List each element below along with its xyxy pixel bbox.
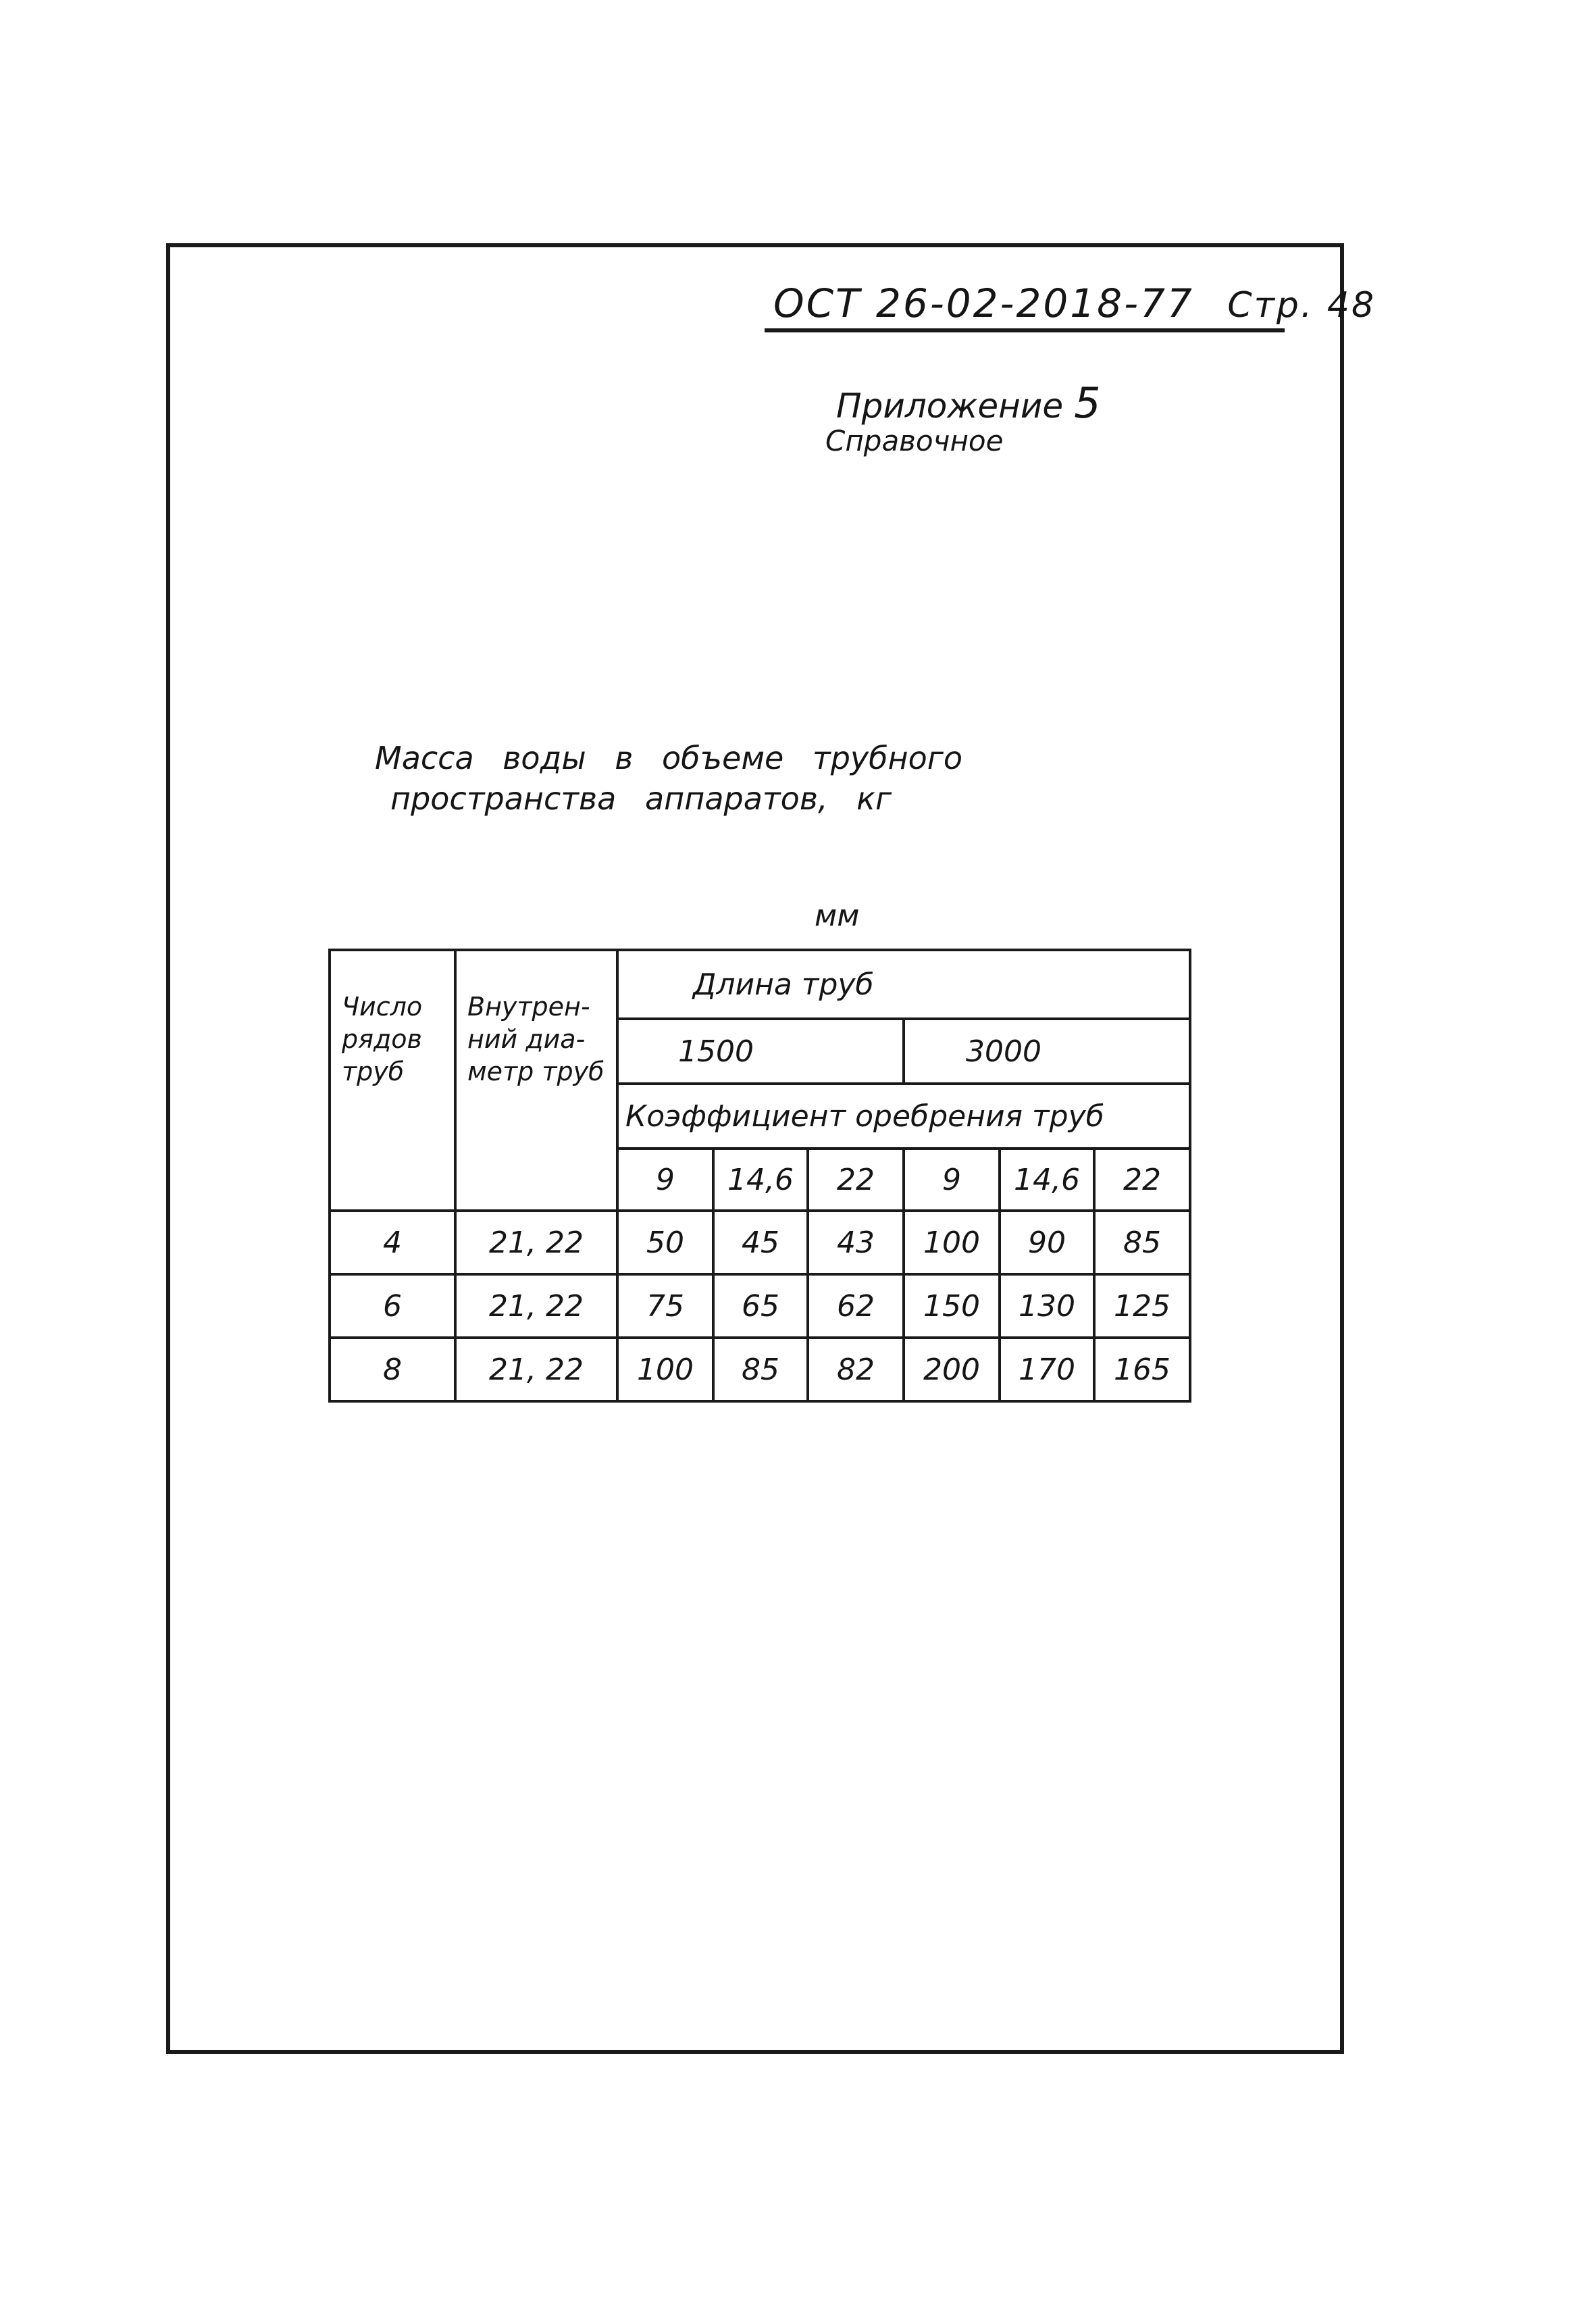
value-cell: 90	[1000, 1211, 1094, 1274]
header-length-3000: 3000	[904, 1019, 1190, 1084]
rows-count-cell: 4	[330, 1211, 455, 1274]
value-cell: 125	[1094, 1274, 1190, 1338]
coef-cell: 9	[617, 1149, 713, 1211]
page-number: Стр. 48	[1227, 285, 1376, 326]
table-title-line-2: пространства аппаратов, кг	[390, 780, 892, 817]
appendix-number: 5	[1074, 378, 1101, 428]
value-cell: 85	[1094, 1211, 1190, 1274]
rows-count-cell: 8	[330, 1338, 455, 1401]
coef-cell: 14,6	[1000, 1149, 1094, 1211]
header-inner-diameter: Внутрен-ний диа-метр труб	[455, 950, 617, 1211]
value-cell: 165	[1094, 1338, 1190, 1401]
value-cell: 45	[713, 1211, 808, 1274]
value-cell: 200	[904, 1338, 1000, 1401]
appendix-label	[836, 378, 1101, 428]
appendix-type: Справочное	[825, 424, 1004, 457]
table-row	[330, 1338, 1190, 1401]
water-mass-table	[328, 949, 1191, 1403]
coef-cell: 14,6	[713, 1149, 808, 1211]
appendix-word: Приложение	[836, 386, 1064, 426]
diameter-cell: 21, 22	[455, 1211, 617, 1274]
coef-cell: 22	[1094, 1149, 1190, 1211]
coef-cell: 22	[808, 1149, 904, 1211]
table-row	[330, 1274, 1190, 1338]
header-tube-length: Длина труб	[617, 950, 1190, 1019]
value-cell: 85	[713, 1338, 808, 1401]
unit-label: мм	[815, 899, 860, 933]
value-cell: 170	[1000, 1338, 1094, 1401]
coef-cell: 9	[904, 1149, 1000, 1211]
value-cell: 82	[808, 1338, 904, 1401]
header-fin-coefficient: Коэффициент оребрения труб	[617, 1084, 1190, 1149]
table-row	[330, 1211, 1190, 1274]
value-cell: 100	[617, 1338, 713, 1401]
document-code: ОСТ 26-02-2018-77	[773, 280, 1194, 326]
value-cell: 130	[1000, 1274, 1094, 1338]
diameter-cell: 21, 22	[455, 1338, 617, 1401]
diameter-cell: 21, 22	[455, 1274, 617, 1338]
value-cell: 43	[808, 1211, 904, 1274]
value-cell: 50	[617, 1211, 713, 1274]
value-cell: 65	[713, 1274, 808, 1338]
rows-count-cell: 6	[330, 1274, 455, 1338]
value-cell: 62	[808, 1274, 904, 1338]
value-cell: 75	[617, 1274, 713, 1338]
table-title-line-1: Масса воды в объеме трубного	[375, 740, 963, 776]
document-header	[773, 280, 1376, 326]
value-cell: 100	[904, 1211, 1000, 1274]
value-cell: 150	[904, 1274, 1000, 1338]
header-underline	[765, 328, 1285, 332]
header-length-1500: 1500	[617, 1019, 904, 1084]
header-rows-count: Число рядов труб	[330, 950, 455, 1211]
